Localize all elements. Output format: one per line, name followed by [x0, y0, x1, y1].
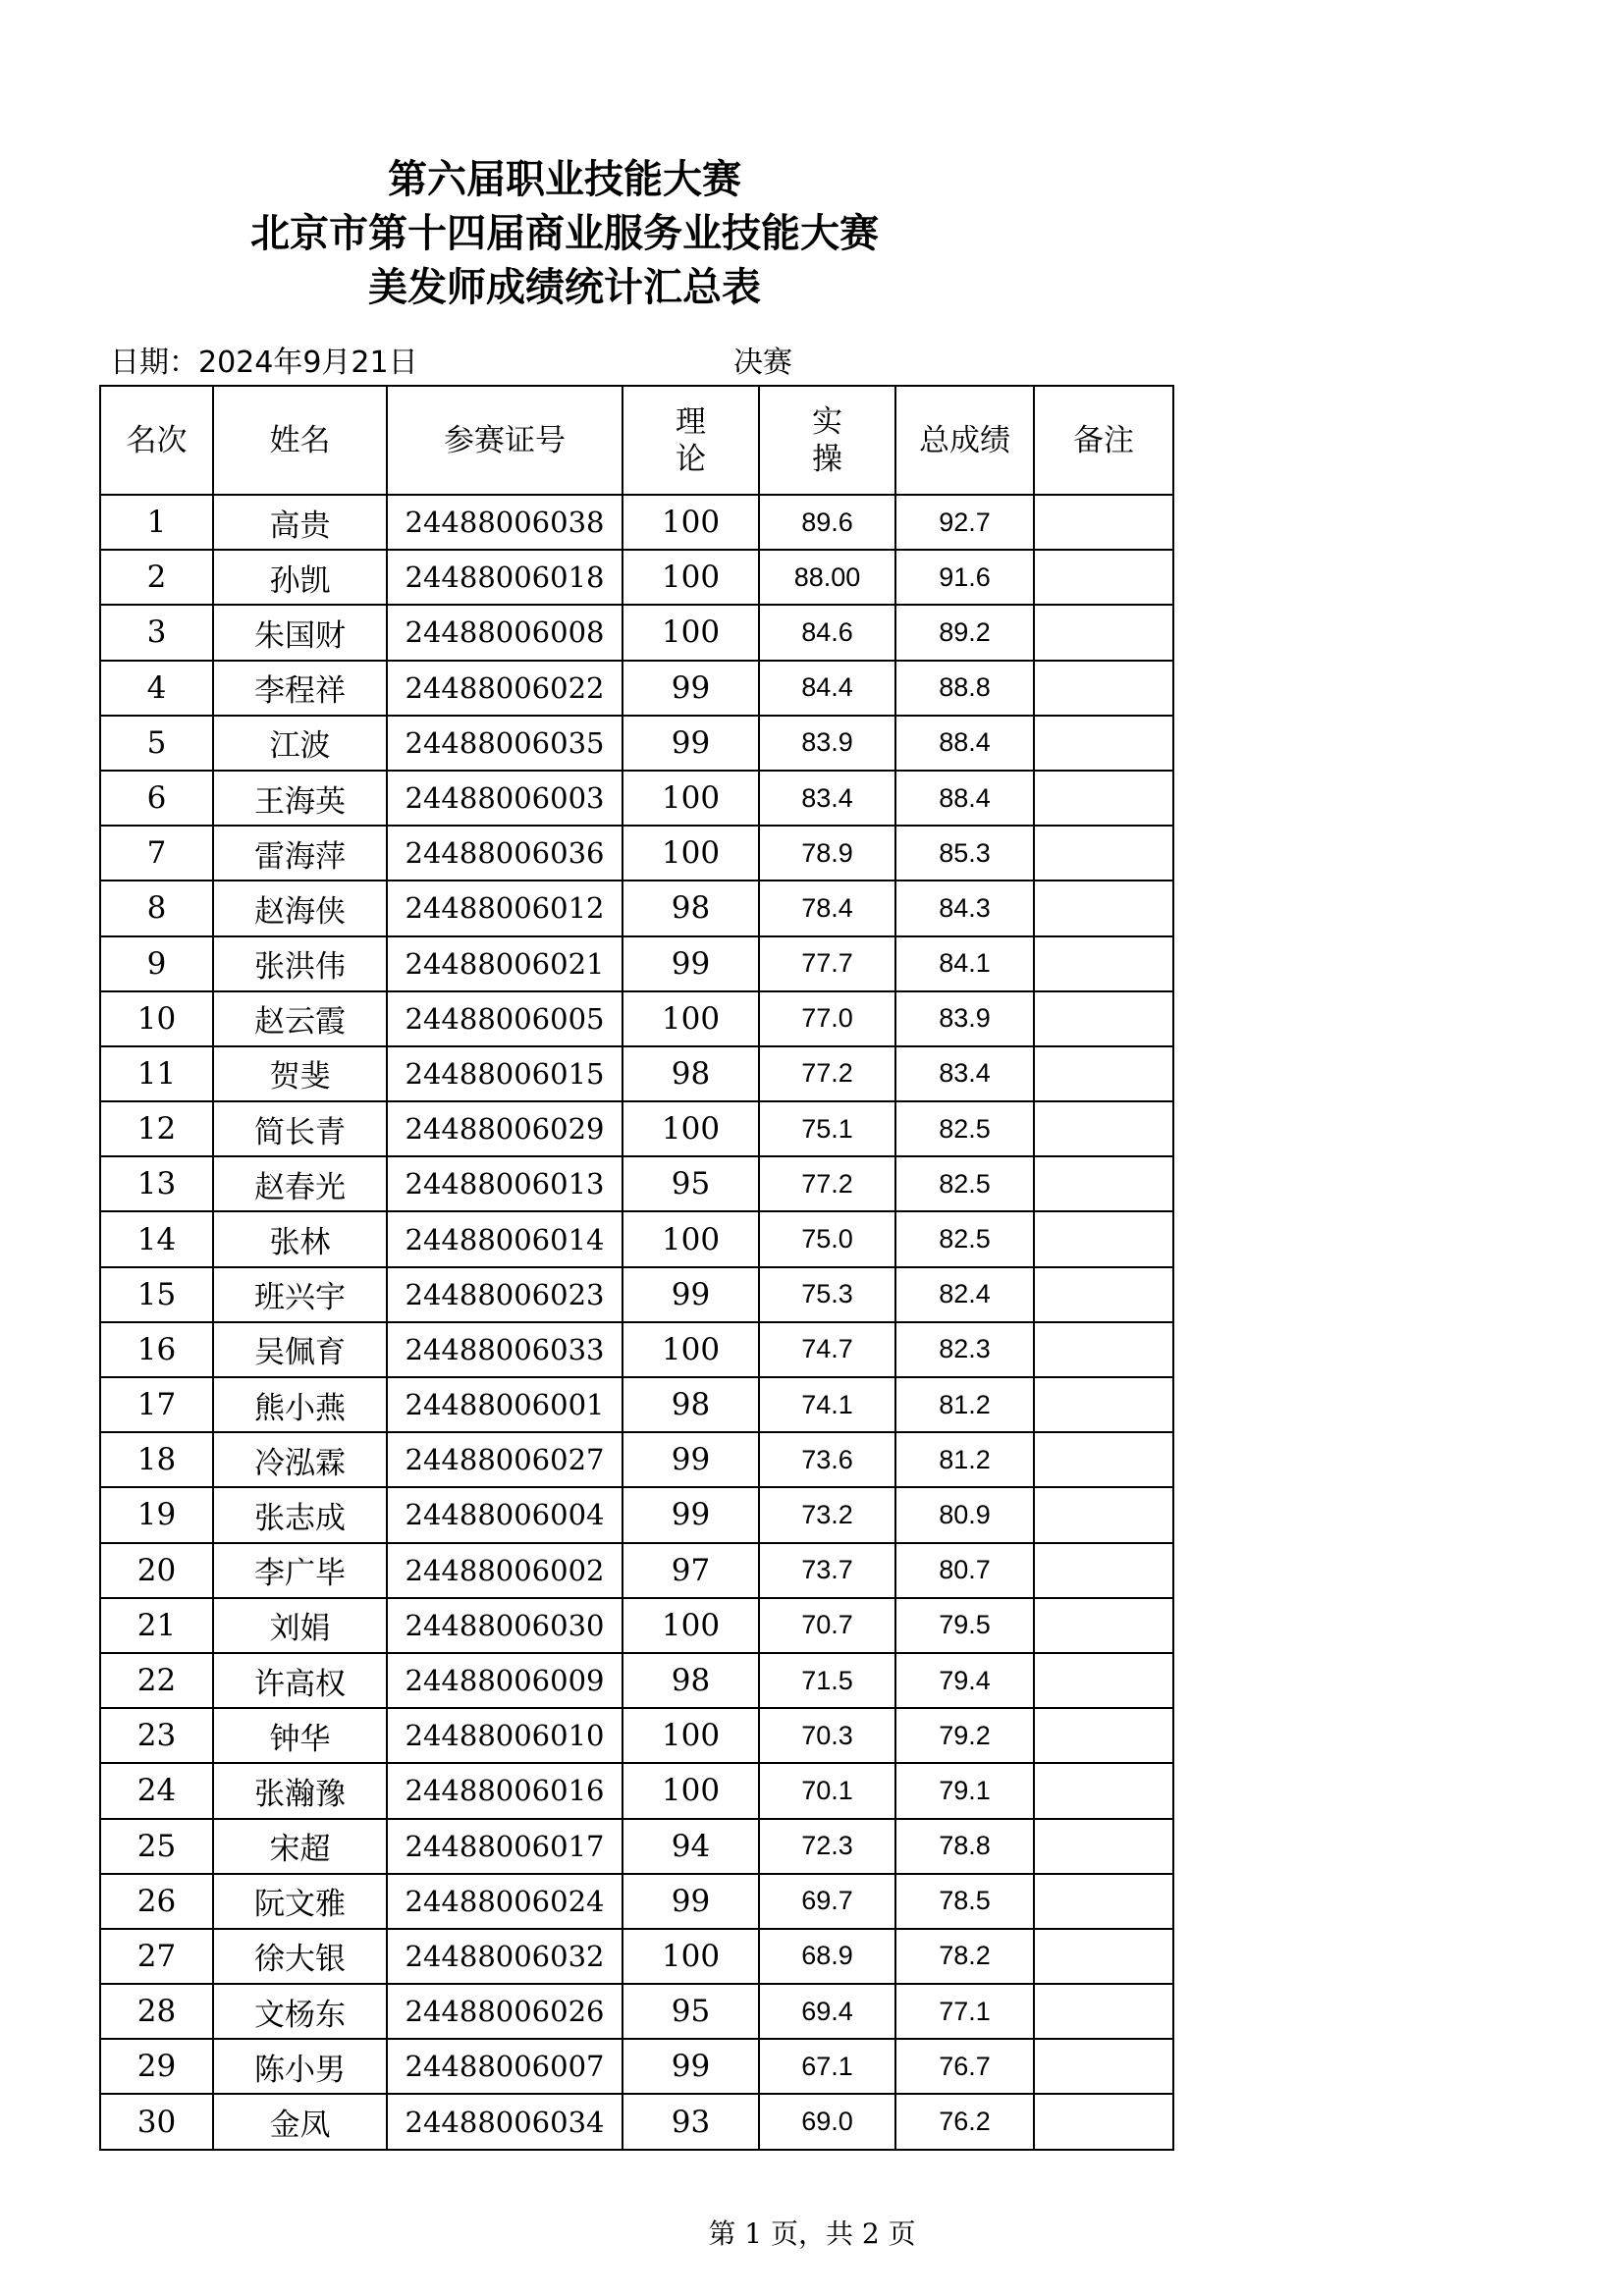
cell-id: 24488006017 [387, 1819, 623, 1874]
cell-practical: 78.4 [759, 881, 895, 935]
table-row [100, 661, 1173, 716]
cell-theory: 100 [623, 1101, 759, 1156]
cell-note [1034, 550, 1173, 605]
cell-rank: 14 [100, 1211, 213, 1266]
cell-note [1034, 1377, 1173, 1432]
table-row [100, 1432, 1173, 1487]
cell-rank: 19 [100, 1487, 213, 1542]
cell-theory: 99 [623, 936, 759, 991]
cell-practical: 83.4 [759, 771, 895, 826]
cell-total: 83.4 [895, 1046, 1034, 1101]
cell-practical: 77.2 [759, 1046, 895, 1101]
cell-rank: 27 [100, 1929, 213, 1984]
cell-total: 88.4 [895, 771, 1034, 826]
cell-practical: 83.9 [759, 716, 895, 771]
cell-note [1034, 2094, 1173, 2149]
header-theory-line2: 论 [676, 441, 706, 477]
cell-note [1034, 1322, 1173, 1377]
cell-practical: 75.0 [759, 1211, 895, 1266]
table-row [100, 2094, 1173, 2149]
cell-rank: 30 [100, 2094, 213, 2149]
cell-rank: 13 [100, 1156, 213, 1211]
cell-total: 91.6 [895, 550, 1034, 605]
table-row [100, 716, 1173, 771]
cell-name: 冷泓霖 [213, 1432, 387, 1487]
cell-id: 24488006015 [387, 1046, 623, 1101]
cell-name: 徐大银 [213, 1929, 387, 1984]
table-row [100, 550, 1173, 605]
cell-name: 刘娟 [213, 1598, 387, 1653]
cell-id: 24488006032 [387, 1929, 623, 1984]
cell-rank: 7 [100, 826, 213, 881]
cell-total: 79.2 [895, 1708, 1034, 1763]
cell-rank: 28 [100, 1984, 213, 2039]
score-table [99, 385, 1174, 2151]
cell-practical: 74.7 [759, 1322, 895, 1377]
cell-id: 24488006038 [387, 495, 623, 550]
table-row [100, 495, 1173, 550]
cell-practical: 70.1 [759, 1763, 895, 1818]
table-row [100, 1819, 1173, 1874]
cell-theory: 100 [623, 1322, 759, 1377]
cell-note [1034, 991, 1173, 1046]
cell-total: 82.3 [895, 1322, 1034, 1377]
table-row [100, 826, 1173, 881]
cell-name: 孙凯 [213, 550, 387, 605]
cell-note [1034, 605, 1173, 660]
cell-note [1034, 661, 1173, 716]
table-row [100, 1598, 1173, 1653]
cell-id: 24488006001 [387, 1377, 623, 1432]
cell-total: 89.2 [895, 605, 1034, 660]
score-table-body [100, 495, 1173, 2150]
header-name: 姓名 [213, 386, 387, 495]
cell-theory: 99 [623, 1267, 759, 1322]
cell-rank: 18 [100, 1432, 213, 1487]
cell-rank: 4 [100, 661, 213, 716]
cell-id: 24488006036 [387, 826, 623, 881]
cell-name: 李广毕 [213, 1543, 387, 1598]
cell-note [1034, 936, 1173, 991]
table-row [100, 1101, 1173, 1156]
table-row [100, 1984, 1173, 2039]
cell-practical: 77.2 [759, 1156, 895, 1211]
cell-total: 83.9 [895, 991, 1034, 1046]
cell-note [1034, 1874, 1173, 1929]
header-total: 总成绩 [895, 386, 1034, 495]
cell-theory: 99 [623, 661, 759, 716]
cell-rank: 10 [100, 991, 213, 1046]
cell-rank: 22 [100, 1653, 213, 1708]
table-row [100, 771, 1173, 826]
cell-id: 24488006002 [387, 1543, 623, 1598]
cell-total: 80.7 [895, 1543, 1034, 1598]
cell-note [1034, 1211, 1173, 1266]
cell-name: 陈小男 [213, 2039, 387, 2094]
cell-name: 许高权 [213, 1653, 387, 1708]
cell-theory: 100 [623, 550, 759, 605]
cell-note [1034, 1156, 1173, 1211]
cell-id: 24488006008 [387, 605, 623, 660]
cell-total: 82.4 [895, 1267, 1034, 1322]
cell-total: 79.5 [895, 1598, 1034, 1653]
cell-practical: 75.1 [759, 1101, 895, 1156]
cell-id: 24488006030 [387, 1598, 623, 1653]
cell-practical: 89.6 [759, 495, 895, 550]
cell-theory: 98 [623, 1653, 759, 1708]
header-rank: 名次 [100, 386, 213, 495]
title-score-summary: 美发师成绩统计汇总表 [368, 265, 761, 310]
cell-name: 吴佩育 [213, 1322, 387, 1377]
cell-rank: 3 [100, 605, 213, 660]
stage-label: 决赛 [733, 346, 792, 380]
cell-name: 赵云霞 [213, 991, 387, 1046]
cell-name: 钟华 [213, 1708, 387, 1763]
cell-note [1034, 1101, 1173, 1156]
cell-practical: 77.0 [759, 991, 895, 1046]
cell-note [1034, 826, 1173, 881]
table-row [100, 1322, 1173, 1377]
cell-name: 简长青 [213, 1101, 387, 1156]
cell-name: 朱国财 [213, 605, 387, 660]
cell-note [1034, 1929, 1173, 1984]
cell-total: 82.5 [895, 1211, 1034, 1266]
table-row [100, 1046, 1173, 1101]
cell-note [1034, 771, 1173, 826]
cell-note [1034, 1653, 1173, 1708]
cell-note [1034, 1708, 1173, 1763]
page-number: 第 1 页，共 2 页 [708, 2217, 916, 2250]
cell-rank: 5 [100, 716, 213, 771]
cell-id: 24488006029 [387, 1101, 623, 1156]
table-row [100, 1487, 1173, 1542]
cell-note [1034, 1763, 1173, 1818]
cell-id: 24488006016 [387, 1763, 623, 1818]
cell-rank: 20 [100, 1543, 213, 1598]
cell-rank: 23 [100, 1708, 213, 1763]
cell-note [1034, 881, 1173, 935]
cell-rank: 2 [100, 550, 213, 605]
cell-note [1034, 1984, 1173, 2039]
header-theory [623, 386, 759, 495]
cell-name: 熊小燕 [213, 1377, 387, 1432]
cell-name: 高贵 [213, 495, 387, 550]
cell-theory: 100 [623, 1929, 759, 1984]
cell-total: 88.4 [895, 716, 1034, 771]
cell-name: 阮文雅 [213, 1874, 387, 1929]
header-practical-line2: 操 [812, 441, 842, 477]
table-row [100, 991, 1173, 1046]
header-practical-line1: 实 [812, 403, 842, 440]
cell-name: 文杨东 [213, 1984, 387, 2039]
header-id: 参赛证号 [387, 386, 623, 495]
table-row [100, 1763, 1173, 1818]
cell-rank: 25 [100, 1819, 213, 1874]
cell-practical: 67.1 [759, 2039, 895, 2094]
cell-id: 24488006024 [387, 1874, 623, 1929]
cell-practical: 69.0 [759, 2094, 895, 2149]
cell-total: 79.4 [895, 1653, 1034, 1708]
cell-id: 24488006014 [387, 1211, 623, 1266]
table-row [100, 605, 1173, 660]
cell-note [1034, 1046, 1173, 1101]
cell-total: 78.5 [895, 1874, 1034, 1929]
cell-name: 张志成 [213, 1487, 387, 1542]
cell-rank: 29 [100, 2039, 213, 2094]
cell-name: 江波 [213, 716, 387, 771]
table-row [100, 1211, 1173, 1266]
cell-theory: 100 [623, 826, 759, 881]
cell-name: 张林 [213, 1211, 387, 1266]
cell-id: 24488006021 [387, 936, 623, 991]
cell-total: 76.7 [895, 2039, 1034, 2094]
cell-name: 赵春光 [213, 1156, 387, 1211]
cell-theory: 97 [623, 1543, 759, 1598]
cell-practical: 84.6 [759, 605, 895, 660]
cell-practical: 73.7 [759, 1543, 895, 1598]
cell-rank: 15 [100, 1267, 213, 1322]
cell-id: 24488006023 [387, 1267, 623, 1322]
cell-id: 24488006012 [387, 881, 623, 935]
cell-rank: 24 [100, 1763, 213, 1818]
cell-practical: 78.9 [759, 826, 895, 881]
table-row [100, 1543, 1173, 1598]
table-row [100, 1156, 1173, 1211]
cell-theory: 100 [623, 1598, 759, 1653]
cell-id: 24488006026 [387, 1984, 623, 2039]
date-label: 日期： [110, 346, 198, 380]
cell-theory: 93 [623, 2094, 759, 2149]
date-value: 2024年9月21日 [198, 346, 418, 380]
cell-theory: 100 [623, 771, 759, 826]
cell-rank: 21 [100, 1598, 213, 1653]
cell-total: 84.1 [895, 936, 1034, 991]
cell-total: 80.9 [895, 1487, 1034, 1542]
cell-id: 24488006010 [387, 1708, 623, 1763]
cell-rank: 26 [100, 1874, 213, 1929]
cell-total: 85.3 [895, 826, 1034, 881]
table-row [100, 1929, 1173, 1984]
cell-note [1034, 1267, 1173, 1322]
cell-note [1034, 1432, 1173, 1487]
cell-name: 雷海萍 [213, 826, 387, 881]
cell-note [1034, 1598, 1173, 1653]
cell-name: 张洪伟 [213, 936, 387, 991]
cell-total: 88.8 [895, 661, 1034, 716]
cell-total: 82.5 [895, 1101, 1034, 1156]
table-row [100, 1874, 1173, 1929]
cell-name: 金凤 [213, 2094, 387, 2149]
cell-theory: 98 [623, 1046, 759, 1101]
table-row [100, 936, 1173, 991]
cell-practical: 88.00 [759, 550, 895, 605]
cell-id: 24488006027 [387, 1432, 623, 1487]
cell-id: 24488006009 [387, 1653, 623, 1708]
cell-id: 24488006005 [387, 991, 623, 1046]
cell-practical: 70.3 [759, 1708, 895, 1763]
table-row [100, 881, 1173, 935]
cell-practical: 84.4 [759, 661, 895, 716]
cell-practical: 77.7 [759, 936, 895, 991]
cell-id: 24488006022 [387, 661, 623, 716]
cell-total: 78.2 [895, 1929, 1034, 1984]
cell-note [1034, 1543, 1173, 1598]
header-practical [759, 386, 895, 495]
cell-total: 78.8 [895, 1819, 1034, 1874]
cell-total: 84.3 [895, 881, 1034, 935]
cell-practical: 70.7 [759, 1598, 895, 1653]
cell-total: 82.5 [895, 1156, 1034, 1211]
cell-rank: 1 [100, 495, 213, 550]
cell-theory: 98 [623, 1377, 759, 1432]
cell-total: 77.1 [895, 1984, 1034, 2039]
cell-theory: 100 [623, 605, 759, 660]
cell-total: 92.7 [895, 495, 1034, 550]
cell-practical: 74.1 [759, 1377, 895, 1432]
date-block [110, 344, 418, 383]
cell-theory: 99 [623, 1432, 759, 1487]
cell-note [1034, 1819, 1173, 1874]
cell-name: 赵海侠 [213, 881, 387, 935]
cell-practical: 71.5 [759, 1653, 895, 1708]
cell-id: 24488006004 [387, 1487, 623, 1542]
cell-rank: 12 [100, 1101, 213, 1156]
cell-theory: 99 [623, 2039, 759, 2094]
cell-id: 24488006013 [387, 1156, 623, 1211]
cell-total: 81.2 [895, 1432, 1034, 1487]
cell-rank: 11 [100, 1046, 213, 1101]
cell-theory: 99 [623, 1874, 759, 1929]
cell-note [1034, 1487, 1173, 1542]
cell-id: 24488006003 [387, 771, 623, 826]
title-beijing-contest: 北京市第十四届商业服务业技能大赛 [250, 211, 879, 256]
cell-rank: 6 [100, 771, 213, 826]
cell-theory: 94 [623, 1819, 759, 1874]
cell-practical: 73.2 [759, 1487, 895, 1542]
cell-id: 24488006033 [387, 1322, 623, 1377]
cell-rank: 8 [100, 881, 213, 935]
cell-note [1034, 2039, 1173, 2094]
table-row [100, 2039, 1173, 2094]
header-row [100, 386, 1173, 495]
cell-note [1034, 716, 1173, 771]
header-note: 备注 [1034, 386, 1173, 495]
cell-rank: 17 [100, 1377, 213, 1432]
cell-total: 76.2 [895, 2094, 1034, 2149]
cell-rank: 16 [100, 1322, 213, 1377]
table-row [100, 1377, 1173, 1432]
cell-theory: 100 [623, 495, 759, 550]
cell-name: 张瀚豫 [213, 1763, 387, 1818]
title-competition: 第六届职业技能大赛 [388, 157, 741, 202]
cell-theory: 98 [623, 881, 759, 935]
cell-theory: 99 [623, 716, 759, 771]
cell-practical: 68.9 [759, 1929, 895, 1984]
cell-practical: 69.7 [759, 1874, 895, 1929]
cell-theory: 100 [623, 1763, 759, 1818]
cell-theory: 100 [623, 1708, 759, 1763]
cell-practical: 69.4 [759, 1984, 895, 2039]
cell-id: 24488006035 [387, 716, 623, 771]
cell-practical: 73.6 [759, 1432, 895, 1487]
cell-id: 24488006018 [387, 550, 623, 605]
cell-total: 79.1 [895, 1763, 1034, 1818]
table-row [100, 1708, 1173, 1763]
cell-name: 宋超 [213, 1819, 387, 1874]
cell-id: 24488006034 [387, 2094, 623, 2149]
cell-practical: 75.3 [759, 1267, 895, 1322]
cell-theory: 99 [623, 1487, 759, 1542]
cell-theory: 95 [623, 1984, 759, 2039]
cell-theory: 100 [623, 991, 759, 1046]
cell-rank: 9 [100, 936, 213, 991]
cell-theory: 100 [623, 1211, 759, 1266]
cell-name: 班兴宇 [213, 1267, 387, 1322]
table-row [100, 1267, 1173, 1322]
cell-theory: 95 [623, 1156, 759, 1211]
cell-name: 贺斐 [213, 1046, 387, 1101]
cell-name: 王海英 [213, 771, 387, 826]
cell-id: 24488006007 [387, 2039, 623, 2094]
cell-practical: 72.3 [759, 1819, 895, 1874]
header-theory-line1: 理 [676, 403, 706, 440]
cell-name: 李程祥 [213, 661, 387, 716]
cell-note [1034, 495, 1173, 550]
table-row [100, 1653, 1173, 1708]
cell-total: 81.2 [895, 1377, 1034, 1432]
